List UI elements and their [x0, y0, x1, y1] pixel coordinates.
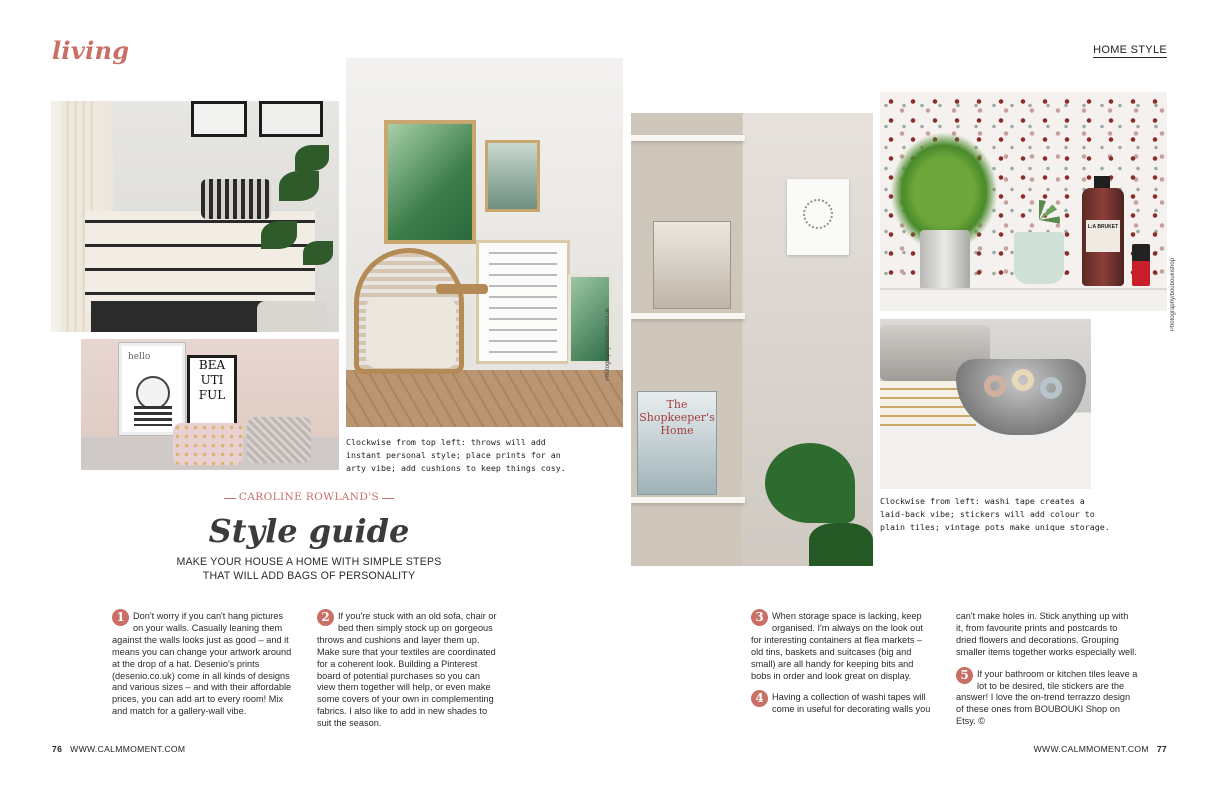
step-paragraph: [112, 611, 294, 718]
poster-text: UTI: [200, 373, 224, 387]
photo-frames-sofa: [81, 339, 339, 470]
photo-book-shopkeepers-home: The Shopkeeper's Home: [637, 391, 717, 495]
photo-bear-sketch: [787, 179, 849, 255]
photo-cushion: [201, 179, 271, 219]
step-paragraph: [751, 611, 933, 682]
step-number-badge: 1: [112, 609, 129, 626]
photo-shelf-board: [631, 313, 745, 319]
footer-site-link[interactable]: WWW.CALMMOMENT.COM: [1033, 744, 1149, 754]
page-number: 76: [52, 744, 63, 754]
step-number-badge: 2: [317, 609, 334, 626]
photo-herringbone-floor: [346, 370, 623, 427]
photo-text-print: [476, 240, 570, 364]
body-column: [112, 611, 294, 718]
photo-monstera-print: [384, 120, 476, 244]
photo-shelf-board: [631, 135, 745, 141]
photo-monstera-leaf: [809, 523, 873, 566]
step-paragraph: [956, 669, 1138, 729]
photo-soap-bottle: L:A BRUKET: [1082, 188, 1124, 286]
photo-washi-tape: [1012, 369, 1034, 391]
step-number-badge: 5: [956, 667, 973, 684]
body-column: [751, 611, 933, 716]
step-paragraph-continued: can't make holes in. Stick anything up with it, from favourite prints and postcards to dried flowers and decorations. Grouping smaller items together works especially well.: [956, 611, 1137, 657]
photo-leaf: [295, 145, 329, 171]
photo-palm-print: [485, 140, 540, 212]
photo-credit: Photography/bouboukishop: [1170, 258, 1176, 332]
photo-mint-pot: [1014, 232, 1064, 284]
photo-terrazzo-tiles: [880, 92, 1167, 311]
photo-shelf: [880, 288, 1167, 311]
step-text: When storage space is lacking, keep organised. I'm always on the look out for interesting containers at flea markets – old tins, baskets and suitcases (big and small) are all handy for keeping bits and bobs in order and look great on display.: [751, 611, 923, 681]
caption-left: Clockwise from top left: throws will add instant personal style; place prints for an arty vibe; add cushions to keep things cosy.: [346, 437, 566, 473]
article-subtitle: [176, 555, 442, 583]
step-number-badge: 3: [751, 609, 768, 626]
photo-shelf-board: [631, 497, 745, 503]
photo-washi-tape: [984, 375, 1006, 397]
photo-living-room: [346, 58, 623, 427]
photo-book-life-united: [653, 221, 731, 309]
photo-leaf: [279, 171, 319, 201]
photo-tin-pot: [920, 230, 970, 290]
subtitle-line: THAT WILL ADD BAGS OF PERSONALITY: [202, 570, 416, 582]
photo-plant-pot: [257, 301, 327, 332]
section-header-right: HOME STYLE: [1093, 44, 1167, 56]
step-paragraph: [751, 692, 933, 716]
step-text: If your bathroom or kitchen tiles leave a lot to be desired, tile stickers are the answer! I love the on-trend terrazzo design of these ones from BOUBOUKI Shop on Etsy. ©: [956, 668, 1138, 727]
caption-right: Clockwise from left: washi tape creates a laid-back vibe; stickers will add colour to plain tiles; vintage pots make unique storage.: [880, 496, 1110, 532]
photo-monstera-leaf: [765, 443, 855, 523]
photo-pink-pillow: [173, 423, 243, 465]
photo-vintage-tins: [880, 319, 1091, 489]
photo-leaf: [261, 221, 297, 249]
page-number: 77: [1156, 744, 1167, 754]
step-text: Having a collection of washi tapes will come in useful for decorating walls you: [772, 692, 931, 715]
photo-hello-text: hello: [128, 352, 151, 362]
photo-grey-pillow: [247, 417, 311, 463]
body-column: [317, 611, 499, 730]
footer-site-link[interactable]: WWW.CALMMOMENT.COM: [70, 744, 186, 754]
photo-leaf: [303, 241, 333, 265]
poster-text: FUL: [198, 388, 226, 402]
photo-beautiful-print: [187, 355, 237, 427]
step-number-badge: 4: [751, 690, 768, 707]
body-column: [956, 611, 1138, 728]
photo-throw: [366, 298, 456, 368]
photo-wall-frame: [191, 101, 247, 137]
photo-bear-face: [136, 376, 170, 410]
photo-bear-stripes: [134, 406, 172, 426]
photo-stool: [436, 284, 488, 294]
step-text: Don't worry if you can't hang pictures on your walls. Casually leaning them against the walls looks just as good – and it means you can change your artwork around at the drop of a hat. Desenio's prints (desenio.co.uk) come in all kinds of designs and various sizes – and with their affordable prices, you can add art to every room! Mix and match for a gallery-wall vibe.: [112, 611, 292, 717]
footer-left: [52, 744, 185, 754]
byline: CAROLINE ROWLAND'S: [228, 491, 390, 503]
footer-right: [1034, 744, 1167, 754]
photo-credit: Photography/desenio.co.uk: [605, 308, 611, 381]
photo-shelves: [631, 113, 873, 566]
photo-wall-frame: [259, 101, 323, 137]
photo-washi-tape: [1040, 377, 1062, 399]
step-paragraph: [317, 611, 499, 730]
photo-nail-polish: [1132, 244, 1150, 286]
poster-text: BEA: [198, 358, 226, 372]
step-text: If you're stuck with an old sofa, chair or bed then simply stock up on gorgeous throws and cushions and layer them up. Make sure that your textiles are coordinated for a coherent look. Building a Pinterest board of potential purchases so you can view them together will help, or even make some covers of your own in complementing fabrics. I also like to add in new shades to suit the season.: [317, 611, 497, 729]
photo-bedroom: [51, 101, 339, 332]
subtitle-line: MAKE YOUR HOUSE A HOME WITH SIMPLE STEPS: [176, 556, 442, 568]
photo-bear-print: [119, 343, 185, 435]
section-tag: living: [52, 36, 130, 65]
article-title: Style guide: [208, 512, 410, 550]
